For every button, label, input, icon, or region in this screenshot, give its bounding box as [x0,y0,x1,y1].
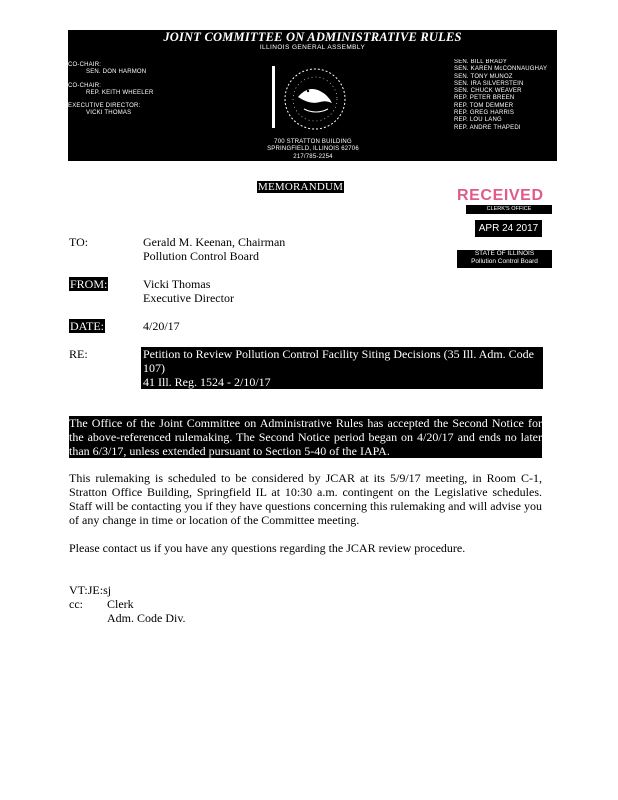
co-chair-label: CO-CHAIR: [68,82,102,89]
member-name: SEN. CHUCK WEAVER [454,88,522,95]
re-label: RE: [69,347,88,361]
co-chair-name: REP. KEITH WHEELER [86,89,154,96]
committee-members [454,59,557,132]
co-chair-label: CO-CHAIR: [68,62,102,68]
stamp-office: CLERK'S OFFICE [466,205,552,214]
re-citation-line: 41 Ill. Reg. 1524 - 2/10/17 [143,375,271,389]
body-paragraph: This rulemaking is scheduled to be considered by JCAR at its 5/9/17 meeting, in Room C-1, Stratton Office Building, Springfield IL at 10:30 a.m. contingent on the Legislative schedules. Staff will be contacting you if they have questions concerning this rulemaking and will advise you of any change in time or location of the Committee meeting. [69,471,542,527]
from-label: FROM: [70,277,108,291]
executive-director-name: VICKI THOMAS [86,110,132,117]
date-value: 4/20/17 [143,319,180,333]
cc-recipient: Adm. Code Div. [107,611,186,625]
stamp-state-line: STATE OF ILLINOIS [474,250,535,257]
member-name: SEN. TONY MUNOZ [454,73,513,80]
member-name: REP. LOU LANG [454,117,502,124]
body-paragraph: Please contact us if you have any questions regarding the JCAR review procedure. [69,541,466,555]
member-name: SEN. BILL BRADY [454,59,508,65]
member-name: REP. GREG HARRIS [454,110,515,117]
to-label: TO: [69,235,89,249]
to-organization: Pollution Control Board [143,249,260,263]
co-chair-name: SEN. DON HARMON [86,69,147,76]
phone-number: 217/785-2254 [293,153,333,160]
date-label: DATE: [70,319,104,333]
cc-label: cc: [69,597,83,611]
stamp-board-line: Pollution Control Board [471,258,538,265]
to-name: Gerald M. Keenan, Chairman [143,235,286,249]
member-name: REP. ANDRE THAPEDI [454,124,521,131]
letterhead-officers [68,62,238,118]
letterhead-title: JOINT COMMITTEE ON ADMINISTRATIVE RULES [163,30,462,44]
reference-initials: VT:JE:sj [69,583,112,597]
stamp-received-text: RECEIVED [457,187,544,204]
address-line: SPRINGFIELD, ILLINOIS 62706 [267,146,359,153]
body-paragraph: The Office of the Joint Committee on Administrative Rules has accepted the Second Notice for the above-referenced rulemaking. The Second Notice period began on 4/20/17 and ends no later than 6/3/17, unless extended pursuant to Section 5-40 of the IAPA. [69,416,542,458]
memorandum-heading: MEMORANDUM [258,181,344,193]
stamp-date: APR 24 2017 [475,220,542,237]
executive-director-label: EXECUTIVE DIRECTOR: [68,103,141,110]
re-subject-line: Petition to Review Pollution Control Facility Siting Decisions (35 Ill. Adm. Code 107) [143,347,534,375]
cc-recipient: Clerk [107,597,134,611]
member-name: REP. PETER BREEN [454,95,515,102]
stamp-state [457,250,552,268]
from-name: Vicki Thomas [143,277,211,291]
member-name: REP. TOM DEMMER [454,102,514,109]
member-name: SEN. IRA SILVERSTEIN [454,80,524,87]
state-seal-icon [268,63,358,138]
letterhead-subtitle: ILLINOIS GENERAL ASSEMBLY [259,44,366,51]
member-name: SEN. KAREN McCONNAUGHAY [454,66,548,73]
letterhead [68,30,557,161]
re-subject [141,347,543,389]
letterhead-address [228,139,398,161]
address-line: 700 STRATTON BUILDING [274,139,352,145]
from-title: Executive Director [143,291,234,305]
